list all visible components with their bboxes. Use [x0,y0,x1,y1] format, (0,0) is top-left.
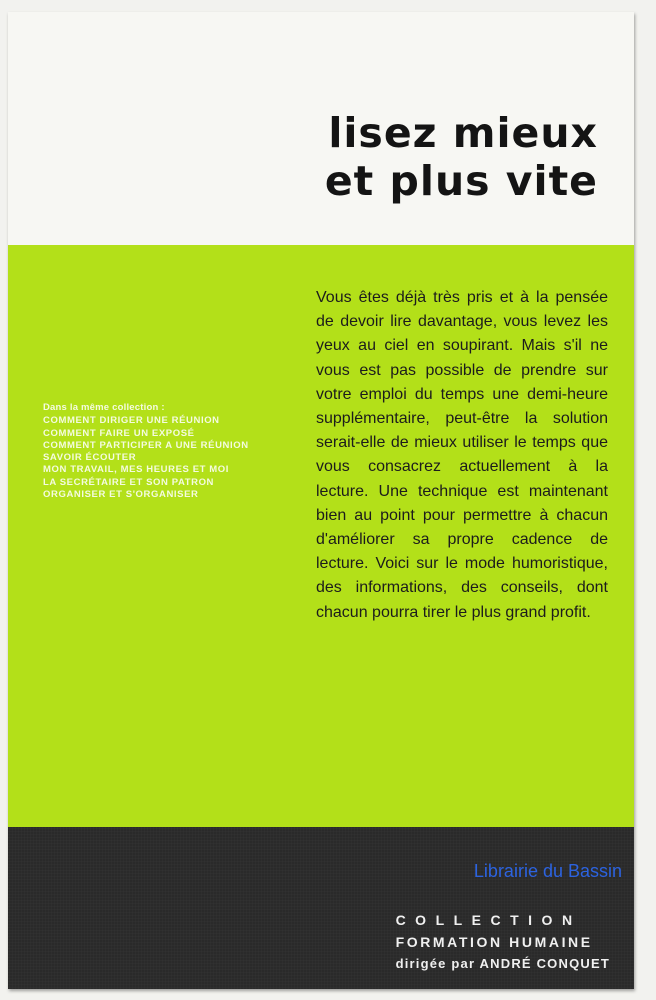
title-line-2: et plus vite [324,157,598,205]
collection-item: COMMENT FAIRE UN EXPOSÉ [43,427,195,439]
series-editor: dirigée par ANDRÉ CONQUET [395,956,610,971]
series-line-1: COLLECTION [395,912,582,928]
book-title [325,109,598,205]
collection-item: LA SECRÉTAIRE ET SON PATRON [43,476,215,488]
collection-item: COMMENT PARTICIPER A UNE RÉUNION [43,439,249,451]
series-line-2: FORMATION HUMAINE [395,934,593,950]
series-info [396,909,610,975]
collection-item: COMMENT DIRIGER UNE RÉUNION [43,415,220,427]
collection-item: MON TRAVAIL, MES HEURES ET MOI [43,464,230,476]
collection-item: ORGANISER ET S'ORGANISER [43,489,199,501]
collection-heading: Dans la même collection : [43,402,165,413]
blurb-text: Vous êtes déjà très pris et à la pensée de devoir lire davantage, vous levez les yeux au ciel en soupirant. Mais s'il ne vous est pas possible de prendre sur votre emploi du temps une demi-heure supplémentaire, peut-être la solution serait-elle de mieux utiliser le temps que vous consacrez actuellement à la lecture. Une technique est maintenant bien au point pour permettre à chacun d'améliorer sa propre cadence de lecture. Voici sur le mode humoristique, des informations, des conseils, dont chacun pourra tirer le plus grand profit. [316,289,608,621]
cover-top-band [8,12,634,245]
book-back-cover [8,12,634,989]
title-line-1: lisez mieux [328,109,598,157]
seller-watermark: Librairie du Bassin [473,861,622,881]
collection-list [43,402,323,501]
collection-item: SAVOIR ÉCOUTER [43,452,137,464]
cover-dark-band [8,827,634,989]
